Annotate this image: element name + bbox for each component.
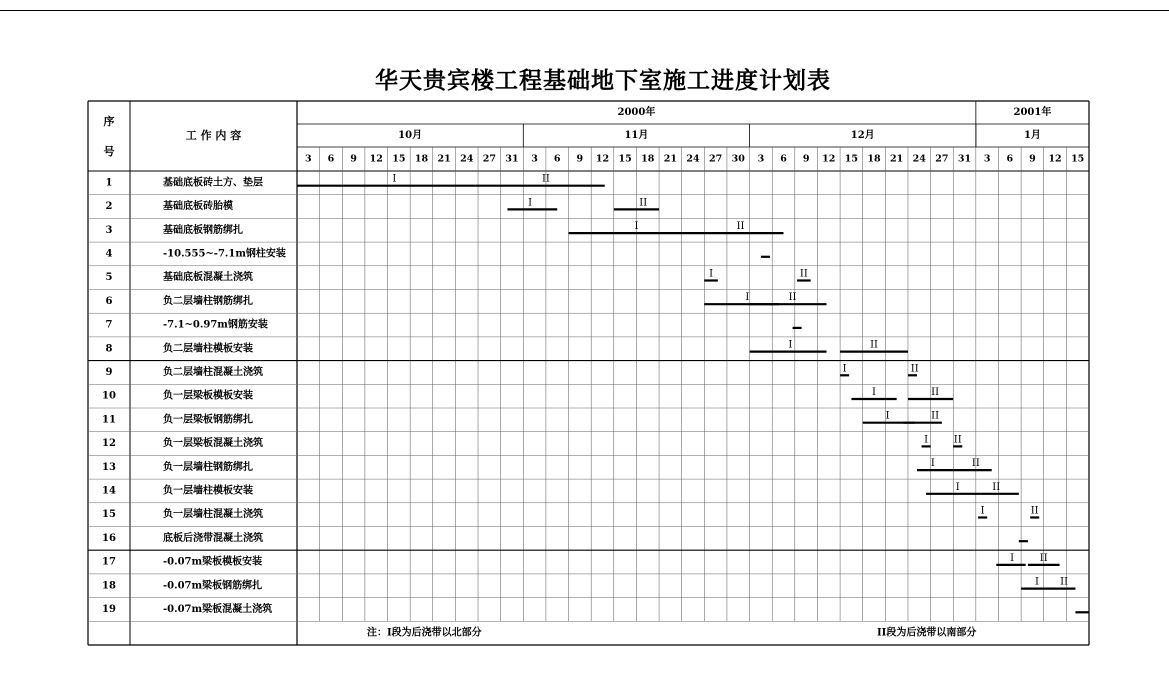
task-seq: 2 [105, 201, 113, 213]
task-name: -0.07m梁板混凝土浇筑 [163, 603, 273, 615]
day-tick-label: 9 [1029, 153, 1036, 165]
bar-phase-label: II [639, 197, 648, 209]
task-seq: 8 [105, 343, 113, 355]
task-seq: 19 [102, 603, 116, 615]
day-tick-label: 3 [305, 153, 312, 165]
bar-phase-label: II [1039, 552, 1048, 564]
day-tick-label: 3 [531, 153, 538, 165]
day-tick-label: 24 [460, 153, 474, 165]
bar-phase-label: II [736, 221, 745, 233]
month-label: 1月 [1023, 130, 1041, 141]
month-label: 12月 [850, 130, 875, 141]
task-name: 负一层梁板混凝土浇筑 [163, 438, 263, 450]
task-seq: 12 [102, 438, 116, 450]
day-tick-label: 9 [350, 153, 357, 165]
task-seq: 6 [105, 295, 113, 307]
task-seq: 3 [105, 224, 113, 236]
task-name: 负一层梁板模板安装 [163, 390, 253, 402]
day-tick-label: 21 [890, 153, 904, 165]
bar-phase-label: I [392, 173, 397, 185]
task-name: -0.07m梁板模板安装 [163, 556, 263, 568]
day-tick-label: 21 [437, 153, 451, 165]
task-seq: 11 [102, 414, 116, 426]
day-tick-label: 31 [957, 153, 972, 165]
bar-phase-label: I [745, 292, 750, 304]
task-seq: 15 [102, 509, 116, 521]
footer-note-right: II段为后浇带以南部分 [877, 627, 977, 639]
bar-phase-label: I [885, 410, 890, 422]
task-name: 基础底板砖胎模 [163, 201, 233, 213]
bar-phase-label: I [634, 221, 639, 233]
day-tick-label: 12 [822, 153, 836, 165]
day-tick-label: 6 [1006, 153, 1014, 165]
task-seq: 10 [102, 390, 116, 402]
bar-phase-label: II [971, 458, 980, 470]
year-label: 2001年 [1013, 107, 1052, 118]
day-tick-label: 27 [482, 153, 496, 165]
task-name: 基础底板混凝土浇筑 [163, 272, 253, 284]
month-label: 11月 [624, 130, 649, 141]
task-seq: 1 [105, 177, 113, 189]
page-title: 华天贵宾楼工程基础地下室施工进度计划表 [375, 67, 831, 94]
bar-phase-label: II [910, 363, 919, 375]
bar-phase-label: II [799, 268, 808, 280]
bar-phase-label: I [709, 268, 714, 280]
task-name: 负二层墙柱模板安装 [163, 343, 253, 355]
bar-phase-label: I [842, 363, 847, 375]
day-tick-label: 9 [576, 153, 584, 165]
task-seq: 4 [105, 248, 113, 260]
day-tick-label: 12 [369, 153, 383, 165]
footer-note-left: 注：I段为后浇带以北部分 [367, 627, 482, 639]
bar-phase-label: II [870, 339, 878, 351]
seq-header-char: 号 [103, 145, 115, 158]
bar-phase-label: II [788, 292, 797, 304]
day-tick-label: 18 [641, 153, 655, 165]
bar-phase-label: II [992, 481, 1001, 493]
day-tick-label: 24 [912, 153, 926, 165]
bar-phase-label: I [1010, 552, 1015, 564]
day-tick-label: 31 [505, 153, 519, 165]
day-tick-label: 18 [414, 153, 429, 165]
day-tick-label: 6 [327, 153, 335, 165]
task-name: 负一层梁板钢筋绑扎 [163, 414, 253, 426]
task-name: 负二层墙柱混凝土浇筑 [163, 366, 263, 378]
day-tick-label: 27 [935, 153, 949, 165]
bar-phase-label: I [1034, 576, 1039, 588]
day-tick-label: 21 [663, 153, 677, 165]
task-name: 底板后浇带混凝土浇筑 [163, 532, 263, 544]
task-seq: 17 [102, 556, 116, 568]
task-name: -7.1~0.97m钢筋安装 [163, 319, 268, 331]
day-tick-label: 18 [867, 153, 881, 165]
work-content-header: 工 作 内 容 [185, 129, 242, 142]
day-tick-label: 15 [1071, 153, 1085, 165]
task-seq: 13 [102, 461, 116, 473]
day-tick-label: 12 [595, 153, 610, 165]
day-tick-label: 24 [686, 153, 700, 165]
day-tick-label: 6 [780, 153, 787, 165]
bar-phase-label: II [1030, 505, 1039, 517]
task-name: -0.07m梁板钢筋绑扎 [163, 580, 263, 592]
task-seq: 5 [105, 272, 113, 284]
month-label: 10月 [398, 130, 423, 141]
day-tick-label: 30 [731, 153, 745, 165]
task-name: -10.555~-7.1m钢柱安装 [163, 248, 286, 260]
bar-phase-label: I [930, 458, 935, 470]
day-tick-label: 3 [757, 153, 765, 165]
year-label: 2000年 [617, 107, 656, 118]
task-seq: 18 [102, 580, 116, 592]
bar-phase-label: I [955, 481, 960, 493]
day-tick-label: 15 [844, 153, 859, 165]
task-name: 负一层墙柱混凝土浇筑 [163, 509, 263, 521]
day-tick-label: 3 [983, 153, 991, 165]
task-seq: 9 [105, 366, 113, 378]
task-seq: 7 [105, 319, 113, 331]
bar-phase-label: II [953, 434, 962, 446]
bar-phase-label: II [1060, 576, 1069, 588]
task-seq: 16 [102, 532, 116, 544]
bar-phase-label: I [872, 386, 877, 398]
task-name: 负一层墙柱模板安装 [163, 485, 253, 497]
bar-phase-label: I [788, 339, 793, 351]
bar-phase-label: II [931, 386, 940, 398]
day-tick-label: 15 [392, 153, 406, 165]
day-tick-label: 27 [709, 153, 723, 165]
day-tick-label: 12 [1048, 153, 1062, 165]
day-tick-label: 9 [802, 153, 810, 165]
task-seq: 14 [102, 485, 116, 497]
bar-phase-label: II [931, 410, 940, 422]
day-tick-label: 15 [618, 153, 632, 165]
bar-phase-label: II [541, 173, 550, 185]
task-name: 负一层墙柱钢筋绑扎 [163, 461, 253, 473]
bar-phase-label: I [980, 505, 985, 517]
task-name: 负二层墙柱钢筋绑扎 [163, 295, 253, 307]
bar-phase-label: I [528, 197, 533, 209]
bar-phase-label: I [924, 434, 929, 446]
task-name: 基础底板钢筋绑扎 [163, 224, 243, 236]
seq-header-char: 序 [103, 115, 115, 128]
task-name: 基础底板砖土方、垫层 [163, 177, 263, 189]
day-tick-label: 6 [553, 153, 561, 165]
